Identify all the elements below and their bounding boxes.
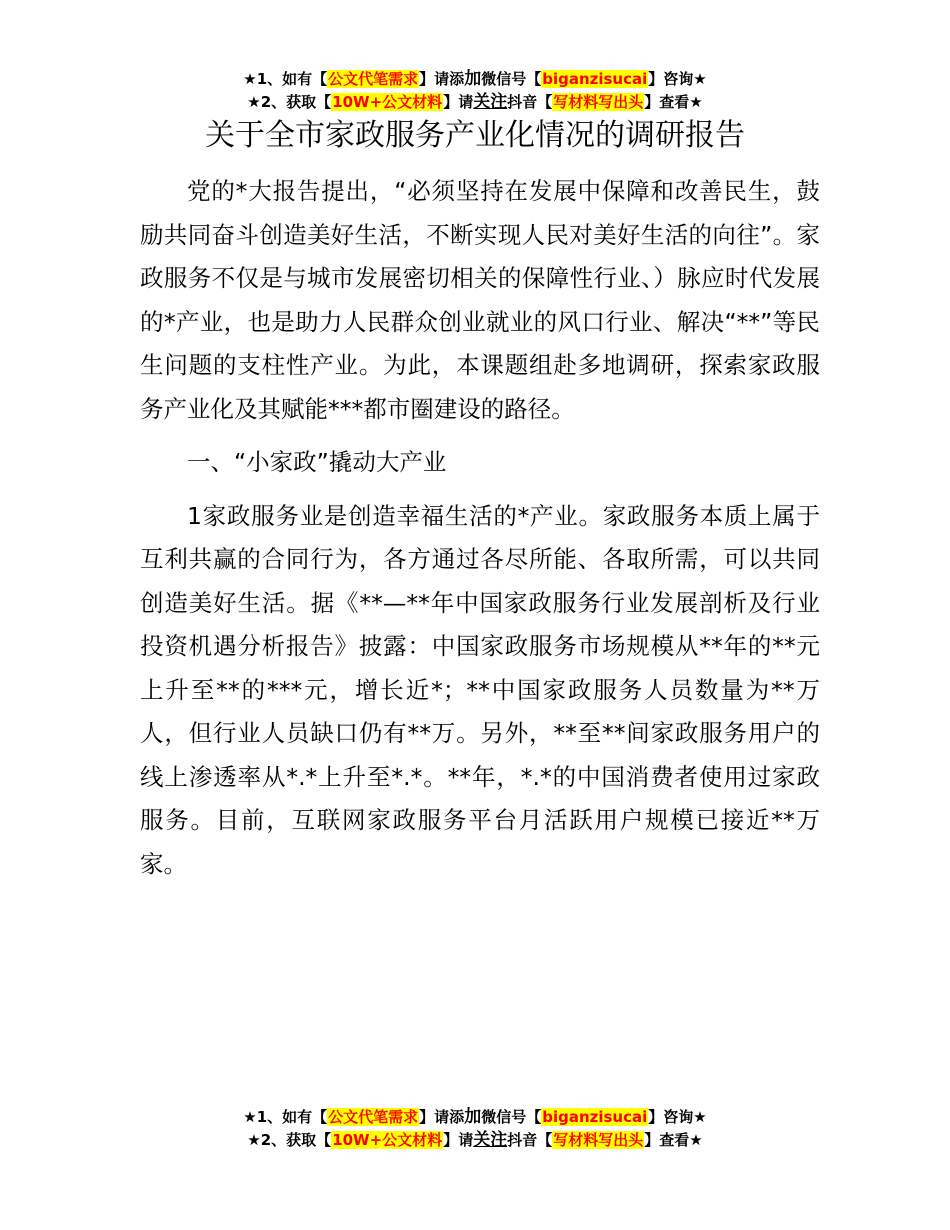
banner-text: 】查看★	[644, 1131, 703, 1149]
document-body	[140, 170, 820, 886]
banner-text: 】请	[443, 1131, 474, 1149]
banner-highlight: 写材料写出头	[553, 1131, 644, 1149]
banner-highlight: biganzisucai	[542, 70, 648, 88]
header-banner	[0, 68, 950, 114]
banner-text: 抖音【	[507, 1131, 553, 1149]
banner-text: 微信号【	[481, 1108, 542, 1126]
footer-banner	[0, 1106, 950, 1152]
header-banner-line-2	[0, 91, 950, 114]
banner-text: 】查看★	[644, 93, 703, 111]
header-banner-line-1	[0, 68, 950, 91]
footer-banner-line-1	[0, 1106, 950, 1129]
banner-text: 】请添	[419, 70, 465, 88]
banner-text: 】咨询★	[648, 1108, 707, 1126]
banner-emphasis: 关注	[473, 92, 508, 112]
banner-highlight: 10W+公文材料	[332, 93, 443, 111]
banner-text: ★2、获取【	[247, 1131, 332, 1149]
banner-text: ★1、如有【	[243, 70, 328, 88]
banner-text: 抖音【	[507, 93, 553, 111]
banner-highlight: 公文代笔需求	[328, 1108, 419, 1126]
banner-text: 】请添	[419, 1108, 465, 1126]
banner-text: 】咨询★	[648, 70, 707, 88]
section-heading: 一、“小家政”撬动大产业	[187, 448, 447, 476]
banner-highlight: 写材料写出头	[553, 93, 644, 111]
banner-emphasis: 加	[464, 1107, 482, 1127]
banner-highlight: biganzisucai	[542, 1108, 648, 1126]
banner-highlight: 公文代笔需求	[328, 70, 419, 88]
document-title: 关于全市家政服务产业化情况的调研报告	[205, 118, 745, 153]
banner-emphasis: 关注	[473, 1130, 508, 1150]
banner-highlight: 10W+公文材料	[332, 1131, 443, 1149]
banner-emphasis: 加	[464, 69, 482, 89]
paragraph-section-1: 1家政服务业是创造幸福生活的*产业。家政服务本质上属于互利共赢的合同行为，各方通过各尽所能、各取所需，可以共同创造美好生活。据《**—**年中国家政服务行业发展剖析及行业投资机遇分析报告》披露：中国家政服务市场规模从**年的**元上升至**的***元，增长近*；**中国家政服务人员数量为**万人，但行业人员缺口仍有**万。另外，**至**间家政服务用户的线上渗透率从*.*上升至*.*。**年，*.*的中国消费者使用过家政服务。目前，互联网家政服务平台月活跃用户规模已接近**万家。	[140, 501, 820, 878]
paragraph-intro: 党的*大报告提出，“必须坚持在发展中保障和改善民生，鼓励共同奋斗创造美好生活，不断实现人民对美好生活的向往”。家政服务不仅是与城市发展密切相关的保障性行业、）脉应时代发展的*产业，也是助力人民群众创业就业的风口行业、解决“**”等民生问题的支柱性产业。为此，本课题组赴多地调研，探索家政服务产业化及其赋能***都市圈建设的路径。	[140, 177, 820, 423]
banner-text: 微信号【	[481, 70, 542, 88]
banner-text: ★2、获取【	[247, 93, 332, 111]
footer-banner-line-2	[0, 1129, 950, 1152]
banner-text: ★1、如有【	[243, 1108, 328, 1126]
banner-text: 】请	[443, 93, 474, 111]
